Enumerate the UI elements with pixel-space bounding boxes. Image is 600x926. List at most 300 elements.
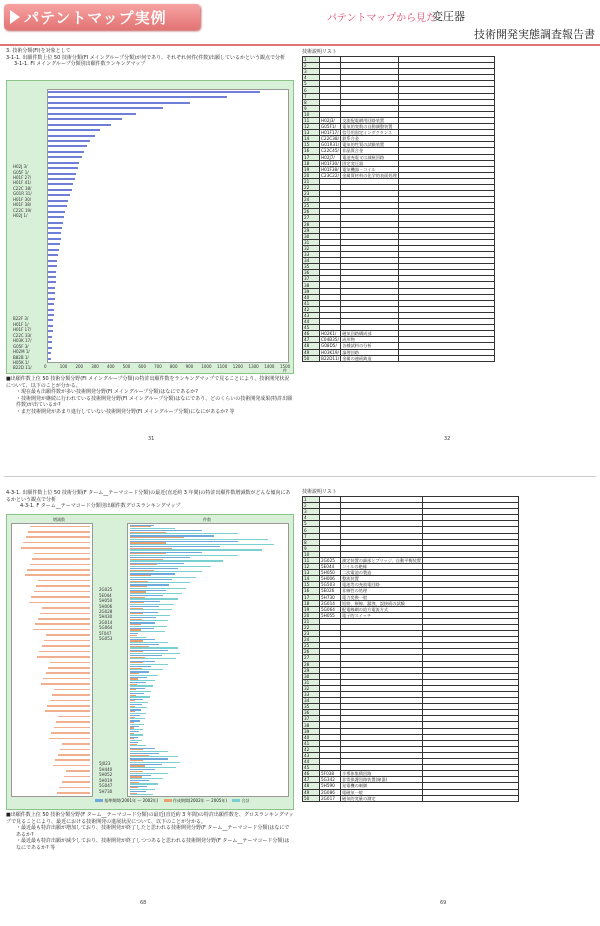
table-cell: H03K19/ — [321, 349, 339, 355]
table-cell: 20 — [303, 172, 320, 178]
count-bar — [130, 707, 147, 708]
chart-bar — [48, 227, 62, 229]
fterm-gross-chart — [6, 514, 294, 810]
count-bar — [130, 718, 145, 719]
y-tick-label: 5G053 — [99, 636, 113, 642]
table-cell: 49 — [303, 349, 320, 355]
table-row — [303, 795, 519, 801]
legend-label: 基準期間(2001年 ～ 2002年) — [104, 798, 159, 803]
bottom-bullets — [6, 812, 294, 851]
count-bar — [130, 702, 148, 703]
table-cell: 5H055 — [320, 612, 341, 618]
chart-legend — [95, 798, 249, 804]
increase-bar — [21, 547, 90, 549]
increase-bar — [27, 569, 90, 571]
table-cell: 14 — [303, 136, 320, 142]
chart-bar — [48, 156, 82, 158]
chart-bar — [48, 341, 52, 343]
chart-bar — [48, 281, 56, 283]
chart-bar — [48, 249, 59, 251]
page-number: 69 — [440, 900, 447, 906]
table-cell: 29 — [303, 227, 320, 233]
table-cell: 25 — [303, 643, 320, 649]
bullet: ・技術開発が継続に行われている技術開発分野(FI メイングループ分類)はなにであり、どのくらいの技術開発成果(特許出願件数)が出ているか? — [16, 395, 293, 408]
table-cell: C22C45/ — [321, 148, 339, 154]
table-cell: 14 — [303, 576, 320, 582]
chart-bar — [48, 145, 87, 147]
x-tick-label: 700 — [154, 364, 162, 369]
x-tick-label: 1300 — [248, 364, 259, 369]
table-cell: 非常保護回路装置(線器) — [341, 777, 423, 783]
increase-bar — [42, 607, 90, 609]
table-cell: 10 — [303, 111, 320, 117]
count-bar — [130, 555, 238, 556]
header-divider — [0, 44, 600, 46]
top-left-text — [6, 48, 294, 68]
count-bar — [130, 539, 268, 540]
chart-bar — [48, 298, 55, 300]
y-tick-label: 5H430 — [99, 614, 113, 620]
table-cell: 電力変換一般 — [341, 594, 423, 600]
table-cell: 22 — [303, 184, 320, 190]
increase-bar — [26, 536, 90, 538]
count-bar — [130, 631, 165, 632]
increase-bar — [31, 596, 90, 598]
count-bar — [130, 544, 274, 545]
bullet: ■出願件数上位 50 技術分類分野(F ターム__テーマコード分類)の最近(直近約 3 年間)の特許出願件数を、グロスランキングマップで見ることにより、最近における技術開発の進展状況について、以下のことが分かる。 — [6, 812, 294, 825]
chart-bar — [48, 358, 51, 360]
count-bar — [130, 533, 238, 534]
table-cell: 33 — [303, 252, 320, 258]
chart-bar — [48, 91, 260, 93]
fi-chart-plot-area — [47, 89, 289, 363]
y-tick-label: H02J 1/ — [13, 213, 28, 219]
table-cell: 34 — [303, 258, 320, 264]
table-cell: 39 — [303, 728, 320, 734]
y-tick-label: 5F047 — [99, 630, 112, 636]
table-cell: 9 — [303, 105, 320, 111]
banner-title: パテントマップ実例 — [24, 9, 167, 27]
chart-bar — [48, 118, 122, 120]
table-cell: 5E044 — [320, 564, 341, 570]
table-cell: 成形物 — [341, 337, 398, 343]
table-cell: 26 — [303, 209, 320, 215]
increase-bar — [56, 721, 90, 723]
y-tick-label: H03K 17/ — [13, 338, 32, 344]
table-cell: 5E026 — [320, 588, 341, 594]
table-cell: 24 — [303, 197, 320, 203]
table-cell: 50 — [303, 795, 320, 801]
chart-bar — [48, 265, 57, 267]
legend-label: 合計 — [241, 798, 250, 803]
table-cell: 48 — [303, 343, 320, 349]
table-cell: 測定装置の細部とブリッジ、自動平衡装置 — [342, 557, 421, 563]
table-cell: 5G342 — [320, 777, 341, 783]
table-cell: 非晶質合金 — [341, 148, 398, 154]
table-cell: 7 — [303, 533, 320, 539]
y-tick-label: H01F 30/ — [13, 196, 32, 202]
count-bar — [130, 740, 142, 741]
increase-bar — [59, 787, 90, 789]
chart-bar — [48, 167, 78, 169]
chart-bar — [48, 254, 58, 256]
x-tick-label: 200 — [75, 364, 84, 369]
y-tick-label: 5H019 — [99, 777, 113, 783]
chart-bar — [48, 178, 75, 180]
table-cell: 38 — [303, 722, 320, 728]
fi-ranking-chart — [6, 80, 294, 374]
y-tick-label: H02M 1/ — [13, 349, 30, 355]
table-cell: 23 — [303, 631, 320, 637]
table-cell: 5H006 — [320, 576, 341, 582]
chart-bar — [48, 102, 190, 104]
y-tick-label: C22C 38/ — [13, 185, 32, 191]
increase-bar — [62, 781, 90, 783]
table-cell: 33 — [303, 692, 320, 698]
table-cell: 11 — [303, 557, 320, 563]
table-cell: 半導体集積回路 — [341, 771, 423, 777]
y-tick-label: 5G047 — [99, 783, 113, 789]
x-tick-label: 1200 — [232, 364, 243, 369]
table-cell: 17 — [303, 594, 320, 600]
count-bar — [130, 685, 153, 686]
table-cell: G01R31/ — [321, 142, 340, 148]
table-cell: 32 — [303, 245, 320, 251]
table-cell: 17 — [303, 154, 320, 160]
increase-bar — [34, 553, 90, 555]
table-cell: 5 — [303, 521, 320, 527]
table-cell: 43 — [303, 752, 320, 758]
table-cell: 電気的性質の試験装置 — [341, 142, 398, 148]
table-cell: 6 — [303, 527, 320, 533]
table-cell: H02K1/ — [320, 331, 341, 337]
increase-bar — [30, 564, 90, 566]
chart-bar — [48, 309, 54, 311]
count-bar — [130, 658, 176, 659]
y-tick-label: B22D 11/ — [13, 365, 32, 371]
table-cell: 45 — [303, 325, 320, 331]
y-tick-label: 5H730 — [99, 788, 113, 794]
legend-swatch — [232, 799, 240, 802]
x-tick-label: 0 — [44, 364, 47, 369]
table-cell: 15 — [303, 142, 320, 148]
table-cell: H02J3/ — [320, 117, 341, 123]
table-cell: 各種試料の分析 — [341, 343, 398, 349]
chart-bar — [48, 140, 90, 142]
chart-bar — [48, 325, 53, 327]
table-cell: 30 — [303, 233, 320, 239]
y-tick-label: H01F 17/ — [13, 327, 32, 333]
table-cell: 44 — [303, 759, 320, 765]
table-cell: 電池等の充放電回路 — [341, 582, 423, 588]
table-cell — [398, 355, 494, 361]
count-bar — [130, 756, 178, 757]
chart-bar — [48, 205, 67, 207]
table-cell: 磁気的変量の測定 — [341, 795, 423, 801]
table-cell: 金属質材料の化学的表面処理 — [342, 172, 397, 178]
chart-bar — [48, 303, 54, 305]
table-cell: 42 — [303, 746, 320, 752]
y-tick-label: 2G028 — [99, 609, 113, 615]
y-tick-label: H01F 27/ — [13, 175, 32, 181]
bullet: ■出願件数上位 50 技術分類分野(FI メイングループ分類)の特許出願件数をランキングマップで見ることにより、技術開発状況について、以下のことが分かる。 — [6, 376, 290, 389]
table-cell: 46 — [303, 771, 320, 777]
increase-bar — [51, 732, 90, 734]
table-cell: 27 — [303, 655, 320, 661]
table-cell: 16 — [303, 148, 320, 154]
increase-bar — [54, 689, 90, 691]
increase-bar — [41, 683, 90, 685]
increase-bar — [28, 531, 90, 533]
legend-swatch — [95, 799, 103, 802]
increase-bar — [33, 629, 90, 631]
table-cell: 8 — [303, 539, 320, 545]
increase-plot-area — [11, 523, 93, 797]
table-cell: 21 — [303, 618, 320, 624]
table-cell: 金属の連続鋳造 — [341, 355, 398, 361]
table-cell: 41 — [303, 300, 320, 306]
increase-bar — [47, 705, 90, 707]
chart-bar — [48, 347, 52, 349]
count-bar — [130, 598, 178, 599]
chart-bar — [48, 183, 73, 185]
increase-bar — [58, 754, 90, 756]
x-tick-label: 1500 — [280, 364, 291, 369]
increase-bar — [46, 672, 90, 674]
x-tick-label: 500 — [122, 364, 131, 369]
increase-bar — [39, 651, 90, 653]
table-cell: 19 — [303, 606, 320, 612]
increase-bar — [43, 678, 90, 680]
count-bar — [130, 642, 168, 643]
table-cell: 4 — [303, 75, 320, 81]
y-tick-label: 5H050 — [99, 598, 113, 604]
increase-bar — [54, 727, 90, 729]
table-cell: 21 — [303, 178, 320, 184]
y-tick-label: 5H052 — [99, 772, 113, 778]
bullet: ・現在最も出願件数が多い技術開発分野(FI メイングループ分類)はなにであるか? — [16, 389, 198, 395]
title-banner — [4, 4, 200, 30]
table-cell: 5H590 — [320, 783, 341, 789]
count-bar — [130, 615, 170, 616]
table-cell: コイルの絶縁 — [341, 564, 423, 570]
table-cell: 5H730 — [320, 594, 341, 600]
table-cell: 鉄系合金 — [341, 136, 398, 142]
table-cell: 18 — [303, 600, 320, 606]
count-bar — [130, 566, 211, 567]
table-cell: 13 — [303, 570, 320, 576]
table-cell: 6 — [303, 87, 320, 93]
count-bar — [130, 593, 182, 594]
table-cell: 20 — [303, 612, 320, 618]
chart-bar — [48, 276, 56, 278]
table-cell: 電磁気一般 — [341, 789, 423, 795]
table-cell: 12 — [303, 564, 320, 570]
count-plot-area — [127, 523, 289, 797]
chart-bar — [48, 162, 79, 164]
y-tick-label: G01R 31/ — [13, 191, 32, 197]
chart-bar — [48, 292, 55, 294]
table-cell: 41 — [303, 740, 320, 746]
y-tick-label: C22C 33/ — [13, 332, 32, 338]
page-number: 31 — [148, 436, 155, 442]
count-bar — [130, 773, 168, 774]
chart-bar — [48, 319, 53, 321]
x-tick-label: 1000 — [201, 364, 212, 369]
table-cell: 5 — [303, 81, 320, 87]
page-number: 68 — [140, 900, 147, 906]
increase-bar — [34, 591, 90, 593]
table-cell: 2 — [303, 503, 320, 509]
report-header — [0, 0, 600, 50]
table-cell: 47 — [303, 337, 320, 343]
count-bar — [130, 762, 180, 763]
increase-bar — [45, 710, 90, 712]
chart-bar — [48, 222, 63, 224]
chart-bar — [48, 113, 136, 115]
table-cell: 信号用固定インダクタンス — [341, 130, 398, 136]
count-bar — [130, 675, 158, 676]
count-bar — [130, 751, 168, 752]
count-bar — [130, 789, 155, 790]
tech-list-title: 技術説明リスト — [302, 49, 337, 55]
x-tick-label: 400 — [106, 364, 115, 369]
bottom-left-text — [6, 490, 294, 510]
sub-heading: 3-1-1. 出願件数上位 50 技術分類(FI メイングループ分類)が何であり、それぞれ何件(件数)出願しているかという観点で分析 — [6, 54, 286, 61]
subtitle-pink: パテントマップから見た — [327, 13, 437, 24]
chart-bar — [48, 194, 70, 196]
table-cell: 35 — [303, 264, 320, 270]
table-cell: 40 — [303, 734, 320, 740]
table-cell: 5G064 — [320, 606, 341, 612]
y-tick-label: G05F 1/ — [13, 169, 29, 175]
table-cell: 短絡、断線、漏洩、誤接続の試験 — [341, 600, 423, 606]
table-cell: 4 — [303, 515, 320, 521]
table-cell: 1 — [303, 497, 320, 503]
table-cell: 45 — [303, 765, 320, 771]
chart-title: 4-3-1. F ターム__テーマコード分類別出願件数グロスランキングマップ — [20, 503, 181, 509]
table-cell: 磁気回路構成部 — [341, 331, 398, 337]
table-cell: 5H050 — [320, 570, 341, 576]
table-cell: 36 — [303, 270, 320, 276]
increase-bar — [50, 700, 90, 702]
chart-bar — [48, 287, 55, 289]
increase-bar — [55, 759, 90, 761]
table-cell: 電池充電又は減極回路 — [341, 154, 398, 160]
increase-bar — [23, 542, 90, 544]
table-cell: 二次電池の製造 — [341, 570, 423, 576]
count-bar — [130, 724, 144, 725]
table-cell: 7 — [303, 93, 320, 99]
chart-bar — [48, 243, 60, 245]
table-cell: 38 — [303, 282, 320, 288]
count-bar — [130, 767, 176, 768]
chart-bar — [48, 211, 65, 213]
chart-bar — [48, 189, 72, 191]
count-bar — [130, 680, 155, 681]
increase-bar — [37, 656, 90, 658]
table-cell: 42 — [303, 306, 320, 312]
increase-bar — [35, 623, 90, 625]
table-cell: 配電線網の給方電流方式 — [341, 606, 423, 612]
table-cell: 46 — [303, 331, 320, 337]
count-bar — [130, 729, 143, 730]
y-tick-label: 5J023 — [99, 761, 111, 767]
section-heading: 3. 技術分類(FI)を対象として — [6, 48, 71, 54]
increase-bar — [42, 645, 90, 647]
table-cell: 電子的スイッチ — [341, 612, 423, 618]
increase-bar — [66, 770, 90, 772]
x-tick-label: 300 — [91, 364, 99, 369]
table-cell: 整流装置 — [341, 576, 423, 582]
x-tick-label: 900 — [185, 364, 194, 369]
table-cell: 39 — [303, 288, 320, 294]
increase-bar — [57, 792, 90, 794]
table-cell: 43 — [303, 312, 320, 318]
x-tick-label: 600 — [138, 364, 147, 369]
count-bar — [130, 669, 163, 670]
count-bar — [130, 560, 223, 561]
y-tick-label: C22C 19/ — [13, 207, 32, 213]
table-cell: 27 — [303, 215, 320, 221]
count-bar — [130, 626, 167, 627]
increase-bar — [60, 749, 90, 751]
table-cell: 非線性の処理 — [341, 588, 423, 594]
count-bar — [130, 620, 168, 621]
chart-bar — [48, 107, 163, 109]
table-cell: 37 — [303, 276, 320, 282]
table-cell: 2G025 — [320, 557, 341, 563]
chart-bar — [48, 151, 84, 153]
table-cell: 32 — [303, 685, 320, 691]
increase-bar — [25, 574, 90, 576]
tech-list-table — [302, 496, 519, 802]
table-cell — [422, 795, 518, 801]
table-cell: 交流配電網用回路装置 — [341, 117, 398, 123]
table-cell: 5G503 — [320, 582, 341, 588]
chart-title: 3-1-1. FI メイングループ分類別出願件数ランキングマップ — [14, 61, 146, 67]
count-bar — [130, 653, 180, 654]
table-cell: C23C22/ — [321, 172, 339, 178]
increase-bar — [62, 743, 90, 745]
table-cell: 固定変圧器 — [341, 160, 398, 166]
table-cell: 24 — [303, 637, 320, 643]
table-cell: 8 — [303, 99, 320, 105]
chart-bar — [48, 352, 51, 354]
y-tick-label: 2G025 — [99, 587, 113, 593]
increase-bar — [38, 580, 90, 582]
count-bar — [130, 588, 186, 589]
table-cell: 28 — [303, 661, 320, 667]
y-tick-label: G05F 3/ — [13, 343, 29, 349]
count-bar — [130, 664, 168, 665]
left-axis-label: 増減数 — [53, 517, 65, 522]
table-cell: 34 — [303, 698, 320, 704]
chart-bar — [48, 173, 76, 175]
table-cell: 16 — [303, 588, 320, 594]
increase-bar — [58, 716, 90, 718]
count-bar — [130, 691, 151, 692]
table-cell: 26 — [303, 649, 320, 655]
table-cell: 9 — [303, 545, 320, 551]
chart-bar — [48, 271, 56, 273]
increase-bar — [52, 694, 90, 696]
table-cell: 31 — [303, 239, 320, 245]
sub-heading: 4-3-1. 出願件数上位 50 技術分類(F ターム__テーマコード分類)の最近(直近約 3 年間)の特許出願件数増減数がどんな傾向にあるかという観点で分析 — [6, 490, 291, 503]
y-tick-label: H05K 1/ — [13, 360, 29, 365]
y-tick-label: H01F 38/ — [13, 202, 32, 208]
page-number: 32 — [444, 436, 451, 442]
